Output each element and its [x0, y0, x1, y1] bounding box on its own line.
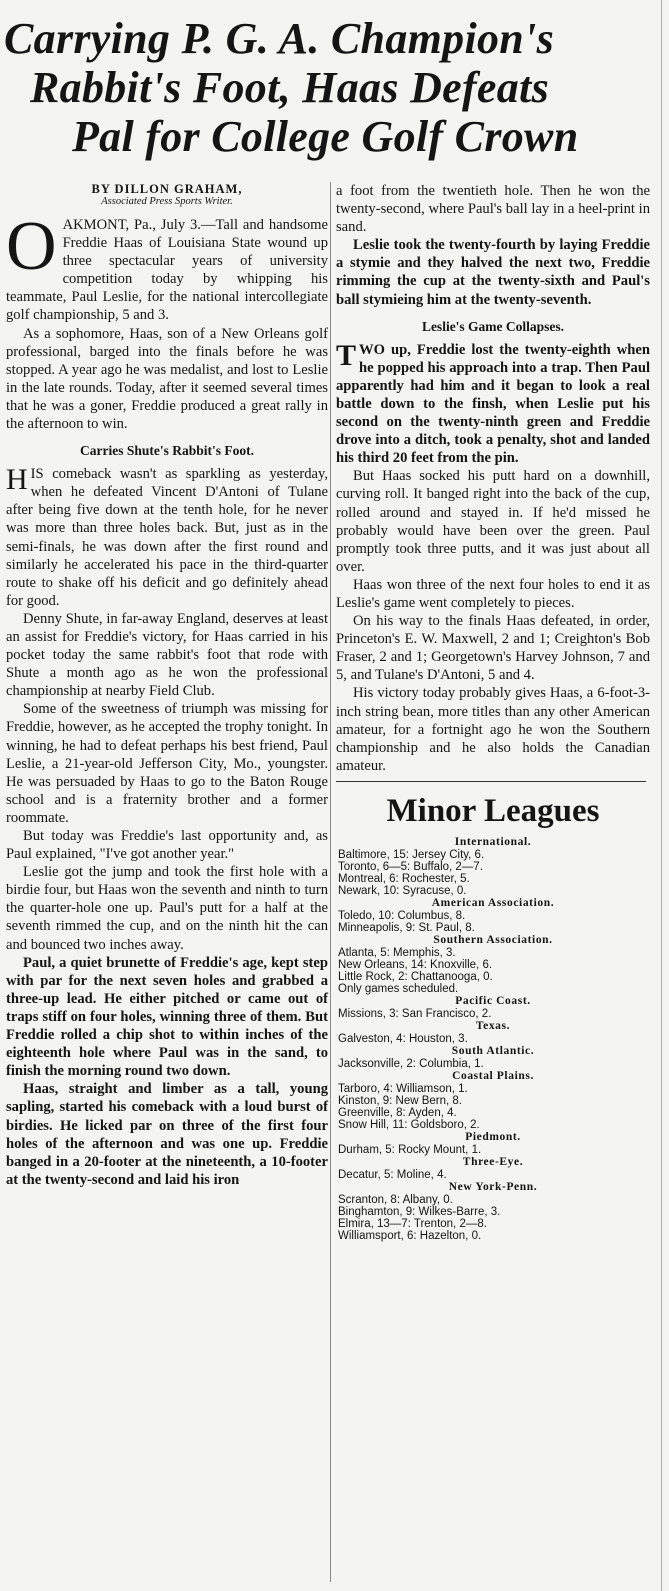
minor-leagues-title: Minor Leagues — [386, 792, 600, 829]
score-line: Williamsport, 6: Hazelton, 0. — [338, 1229, 482, 1242]
league-name: Texas. — [475, 1019, 511, 1032]
league-name: American Association. — [431, 896, 555, 909]
headline-line-1: Carrying P. G. A. Champion's — [4, 14, 554, 63]
score-line: Little Rock, 2: Chattanooga, 0. — [338, 970, 493, 983]
score-line: Greenville, 8: Ayden, 4. — [338, 1106, 457, 1119]
paragraph: As a sophomore, Haas, son of a New Orleans golf professional, barged into the finals before he was stopped. A year ago he was medalist, and lost to Leslie in the late rounds. Today, after it seemed several times that he was a goner, Freddie produced a great rally in the afternoon to win. — [6, 325, 328, 433]
paragraph: Haas, straight and limber as a tall, young sapling, started his comeback with a loud burst of birdies. He licked par on three of the first four holes of the afternoon and was one up. Freddie banged in a 20-footer at the nineteenth, a 10-footer at the twenty-second and laid his iron — [6, 1081, 328, 1188]
paragraph: Leslie got the jump and took the first hole with a birdie four, but Haas won the seventh and ninth to turn the quarter-hole one up. Paul's putt for a half at the seventh rimmed the cup, and on the ninth hit the can and bounced two inches away. — [6, 864, 328, 953]
score-line: Durham, 5: Rocky Mount, 1. — [338, 1143, 482, 1156]
paragraph — [336, 338, 650, 468]
league-name: Coastal Plains. — [452, 1069, 534, 1082]
league-name: International. — [454, 835, 532, 848]
paragraph-text: IS comeback wasn't as sparkling as yesterday, when he defeated Vincent D'Antoni of Tulane after being five down at the tenth hole, for he never was more than three holes back. But, just as in the semi-finals, he was down after the first round and similarly he accelerated his pace in the third-quarter route to shake off his deficit and go definitely ahead for good. — [6, 466, 328, 609]
lead-text: AKMONT, Pa., July 3.—Tall and handsome Freddie Haas of Louisiana State wound up three spectacular years of university competition today by whipping his teammate, Paul Leslie, for the national intercollegiate golf championship, 5 and 3. — [6, 217, 328, 324]
paragraph: Denny Shute, in far-away England, deserves at least an assist for Freddie's victory, for Haas carried in his pocket today the same rabbit's foot that rode with Shute a month ago as he won the professional championship at nearby Field Club. — [6, 610, 328, 700]
score-line: Tarboro, 4: Williamson, 1. — [338, 1082, 468, 1095]
score-line: Binghamton, 9: Wilkes-Barre, 3. — [338, 1205, 501, 1218]
column-divider — [330, 182, 331, 1582]
paragraph: His victory today probably gives Haas, a 6-foot-3-inch string bean, more titles than any other American amateur, for a fortnight ago he won the Southern championship and he also holds the Canadian amateur. — [336, 685, 650, 774]
score-line: Jacksonville, 2: Columbia, 1. — [338, 1057, 484, 1070]
paragraph: But today was Freddie's last opportunity and, as Paul explained, "I've got another year." — [6, 828, 328, 863]
league-name: New York-Penn. — [448, 1180, 538, 1193]
paragraph: Leslie took the twenty-fourth by laying Freddie a stymie and they halved the next two, Freddie rimming the cup at the twenty-sixth and Paul's ball stymieing him at the twenty-seventh. — [336, 237, 650, 308]
paragraph-text: WO up, Freddie lost the twenty-eighth when he popped his approach into a trap. Then Paul apparently had him and it began to look a real battle down to the finsh, when Leslie put his second on the twenty-ninth green and Freddie drove into a ditch, took a penalty, shot and landed his third 20 feet from the pin. — [336, 341, 650, 467]
score-line: Elmira, 13—7: Trenton, 2—8. — [338, 1217, 487, 1230]
score-line: Toronto, 6—5: Buffalo, 2—7. — [338, 860, 483, 873]
league-name: South Atlantic. — [451, 1044, 535, 1057]
headline — [0, 14, 669, 161]
paragraph: Paul, a quiet brunette of Freddie's age, kept step with par for the next seven holes and grabbed a three-up lead. He either pitched or came out of traps stiff on four holes, winning three of them. But Freddie rolled a chip shot to within inches of the eighteenth hole where Paul was in the sand, to finish the morning round two down. — [6, 954, 328, 1080]
paragraph: Haas won three of the next four holes to end it as Leslie's game went completely to pieces. — [336, 576, 650, 611]
score-line: Atlanta, 5: Memphis, 3. — [338, 946, 456, 959]
minor-leagues-scores — [336, 836, 650, 1242]
score-line: Baltimore, 15: Jersey City, 6. — [338, 848, 485, 861]
paragraph: On his way to the finals Haas defeated, in order, Princeton's E. W. Maxwell, 2 and 1; Creighton's Bob Fraser, 2 and 1; Georgetown's Harvey Johnson, 7 and 5, and Tulane's D'Antoni, 5 and 4. — [336, 613, 650, 684]
subhead: Leslie's Game Collapses. — [421, 318, 565, 334]
score-line: Minneapolis, 9: St. Paul, 8. — [338, 921, 475, 934]
score-line: New Orleans, 14: Knoxville, 6. — [338, 958, 493, 971]
league-name: Three-Eye. — [462, 1155, 524, 1168]
paragraph: But Haas socked his putt hard on a downhill, curving roll. It banged right into the back of the cup, rolled around and stayed in. If he'd missed he probably would have been over the green. Paul promptly took three putts, and it was just about all over. — [336, 468, 650, 575]
league-name: Pacific Coast. — [455, 994, 531, 1007]
drop-cap: O — [6, 208, 57, 285]
article-column-1 — [6, 182, 328, 1189]
score-line: Decatur, 5: Moline, 4. — [338, 1168, 447, 1181]
score-line: Missions, 3: San Francisco, 2. — [338, 1007, 492, 1020]
article-column-2 — [336, 182, 650, 1242]
league-name: Piedmont. — [465, 1130, 521, 1143]
score-line: Galveston, 4: Houston, 3. — [338, 1032, 468, 1045]
score-line: Montreal, 6: Rochester, 5. — [338, 872, 470, 885]
headline-line-2: Rabbit's Foot, Haas Defeats — [30, 63, 549, 112]
headline-line-3: Pal for College Golf Crown — [72, 112, 579, 161]
page-edge-rule — [661, 0, 662, 1591]
byline-credit: Associated Press Sports Writer. — [101, 196, 233, 207]
score-line: Kinston, 9: New Bern, 8. — [338, 1094, 463, 1107]
drop-cap: H — [6, 463, 28, 497]
score-line: Scranton, 8: Albany, 0. — [338, 1193, 453, 1206]
league-name: Southern Association. — [433, 933, 553, 946]
lead-paragraph — [6, 208, 328, 325]
byline: BY DILLON GRAHAM, — [91, 182, 243, 196]
paragraph — [6, 465, 328, 610]
score-line: Newark, 10: Syracuse, 0. — [338, 884, 467, 897]
paragraph: Some of the sweetness of triumph was missing for Freddie, however, as he accepted the trophy tonight. In winning, he had to defeat perhaps his best friend, Paul Leslie, a 21-year-old Jefferson City, Mo., youngster. He was persuaded by Haas to go to the Baton Rouge school and is a fraternity brother and a former roommate. — [6, 701, 328, 826]
drop-cap: T — [336, 338, 357, 372]
section-divider — [336, 781, 646, 782]
subhead: Carries Shute's Rabbit's Foot. — [79, 443, 254, 459]
paragraph: a foot from the twentieth hole. Then he won the twenty-second, where Paul's ball lay in a heel-print in sand. — [336, 183, 650, 236]
score-line: Only games scheduled. — [338, 982, 459, 995]
score-line: Toledo, 10: Columbus, 8. — [338, 909, 466, 922]
score-line: Snow Hill, 11: Goldsboro, 2. — [338, 1118, 480, 1131]
